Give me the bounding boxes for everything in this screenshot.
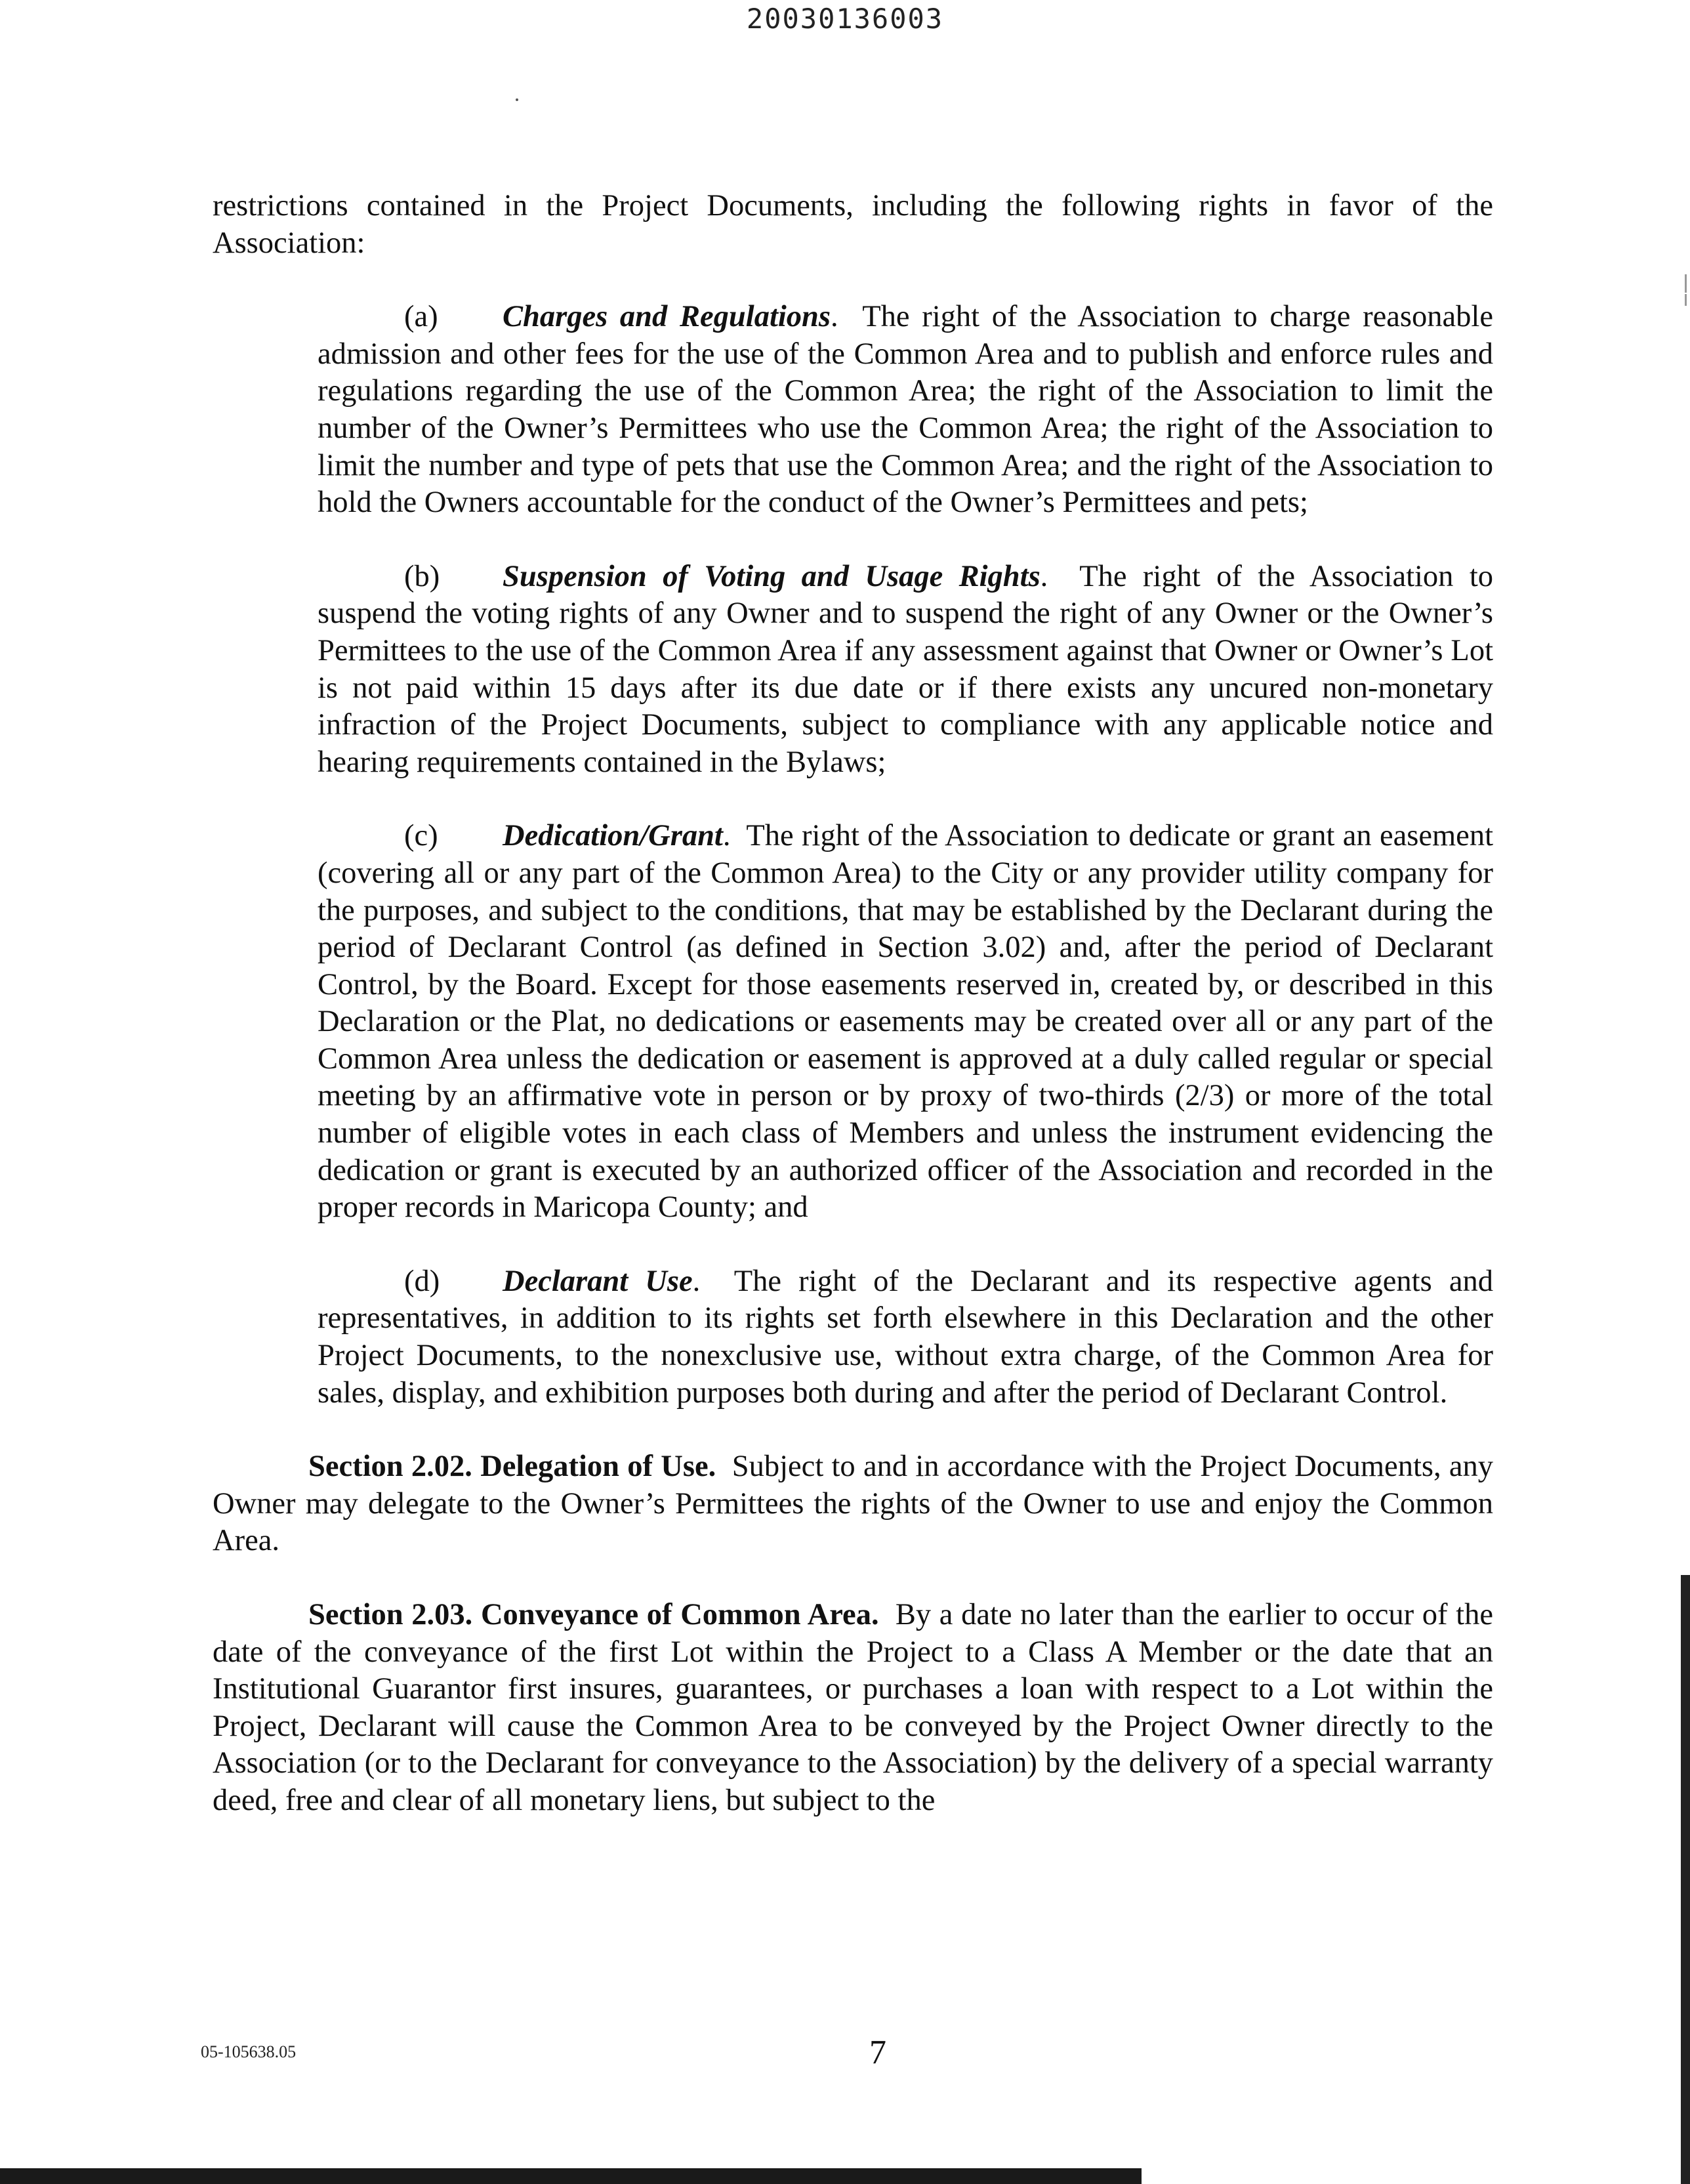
item-marker: (d) bbox=[404, 1264, 440, 1298]
item-title: Dedication/Grant bbox=[503, 819, 723, 853]
list-item-b: (b) Suspension of Voting and Usage Rights. The right of the Association to suspend the voting rights of any Owner and to suspend the right of any Owner or the Owner’s Permittees to the use of the Common Area if any assessment against that Owner or Owner’s Lot is not paid within 15 days after its due date or if there exists any uncured non-monetary infraction of the Project Documents, subject to compliance with any applicable notice and hearing requirements contained in the Bylaws; bbox=[318, 559, 1493, 779]
section-2-03 bbox=[213, 1597, 1493, 1820]
section-title: Section 2.03. Conveyance of Common Area. bbox=[308, 1598, 879, 1631]
item-title: Suspension of Voting and Usage Rights bbox=[503, 559, 1041, 593]
scan-edge-shadow bbox=[1681, 1575, 1690, 2184]
item-marker: (c) bbox=[404, 819, 438, 853]
list-item-d: (d) Declarant Use. The right of the Declarant and its respective agents and representatives, in addition to its rights set forth elsewhere in this Declaration and the other Project Documents, to the nonexclusive use, without extra charge, of the Common Area for sales, display, and exhibition purposes both during and after the period of Declarant Control. bbox=[318, 1264, 1493, 1410]
item-text: The right of the Association to charge reasonable admission and other fees for the use of the Common Area and to publish and enforce rules and regulations regarding the use of the Common Area; the right of the Association to limit the number of the Owner’s Permittees who use the Common Area; the right of the Association to limit the number and type of pets that use the Common Area; and the right of the Association to hold the Owners accountable for the conduct of the Owner’s Permittees and pets; bbox=[318, 300, 1493, 520]
section-text: By a date no later than the earlier to occur of the date of the conveyance of the first Lot within the Project to a Class A Member or the date that an Institutional Guarantor first insures, guarantees, or purchases a loan with respect to a Lot within the Project, Declarant will cause the Common Area to be conveyed by the Project Owner directly to the Association (or to the Declarant for conveyance to the Association) by the delivery of a special warranty deed, free and clear of all monetary liens, but subject to the bbox=[213, 1598, 1493, 1817]
scan-artifact-edge-mark bbox=[1685, 274, 1687, 293]
intro-paragraph: restrictions contained in the Project Documents, including the following rights in favor of the Association: bbox=[213, 189, 1493, 260]
section-2-02 bbox=[213, 1448, 1493, 1560]
document-number-header: 20030136003 bbox=[746, 3, 944, 35]
section-title: Section 2.02. Delegation of Use. bbox=[308, 1450, 716, 1484]
item-marker: (a) bbox=[404, 300, 438, 334]
item-text: The right of the Association to dedicate or grant an easement (covering all or any part of the Common Area) to the City or any provider utility company for the purposes, and subject to the conditions, that may be established by the Declarant during the period of Declarant Control (as defined in Section 3.02) and, after the period of Declarant Control, by the Board. Except for those easements reserved in, created by, or described in this Declaration or the Plat, no dedications or easements may be created over all or any part of the Common Area unless the dedication or easement is approved at a duly called regular or special meeting by an affirmative vote in person or by proxy of two-thirds (2/3) or more of the total number of eligible votes in each class of Members and unless the instrument evidencing the dedication or grant is executed by an authorized officer of the Association and recorded in the proper records in Maricopa County; and bbox=[318, 819, 1493, 1225]
section-text: Subject to and in accordance with the Project Documents, any Owner may delegate to the Owner’s Permittees the rights of the Owner to use and enjoy the Common Area. bbox=[213, 1450, 1493, 1558]
item-title: Declarant Use bbox=[503, 1264, 693, 1298]
scan-artifact-dot bbox=[516, 98, 518, 101]
scan-bottom-band bbox=[0, 2168, 1142, 2184]
document-body bbox=[213, 188, 1493, 1857]
list-item-a: (a) Charges and Regulations. The right of the Association to charge reasonable admission and other fees for the use of the Common Area and to publish and enforce rules and regulations regarding the use of the Common Area; the right of the Association to limit the number of the Owner’s Permittees who use the Common Area; the right of the Association to limit the number and type of pets that use the Common Area; and the right of the Association to hold the Owners accountable for the conduct of the Owner’s Permittees and pets; bbox=[318, 300, 1493, 520]
list-item-c: (c) Dedication/Grant. The right of the Association to dedicate or grant an easement (covering all or any part of the Common Area) to the City or any provider utility company for the purposes, and subject to the conditions, that may be established by the Declarant during the period of Declarant Control (as defined in Section 3.02) and, after the period of Declarant Control, by the Board. Except for those easements reserved in, created by, or described in this Declaration or the Plat, no dedications or easements may be created over all or any part of the Common Area unless the dedication or easement is approved at a duly called regular or special meeting by an affirmative vote in person or by proxy of two-thirds (2/3) or more of the total number of eligible votes in each class of Members and unless the instrument evidencing the dedication or grant is executed by an authorized officer of the Association and recorded in the proper records in Maricopa County; and bbox=[318, 819, 1493, 1225]
item-text: The right of the Association to suspend the voting rights of any Owner and to suspend the right of any Owner or the Owner’s Permittees to the use of the Common Area if any assessment against that Owner or Owner’s Lot is not paid within 15 days after its due date or if there exists any uncured non-monetary infraction of the Project Documents, subject to compliance with any applicable notice and hearing requirements contained in the Bylaws; bbox=[318, 559, 1493, 779]
page-number: 7 bbox=[869, 2034, 886, 2071]
footer-document-reference: 05-105638.05 bbox=[201, 2042, 297, 2061]
scan-artifact-edge-mark bbox=[1685, 294, 1687, 306]
item-title: Charges and Regulations bbox=[503, 300, 831, 334]
item-text: The right of the Declarant and its respective agents and representatives, in addition to its rights set forth elsewhere in this Declaration and the other Project Documents, to the nonexclusive use, without extra charge, of the Common Area for sales, display, and exhibition purposes both during and after the period of Declarant Control. bbox=[318, 1264, 1493, 1410]
item-marker: (b) bbox=[404, 559, 440, 593]
